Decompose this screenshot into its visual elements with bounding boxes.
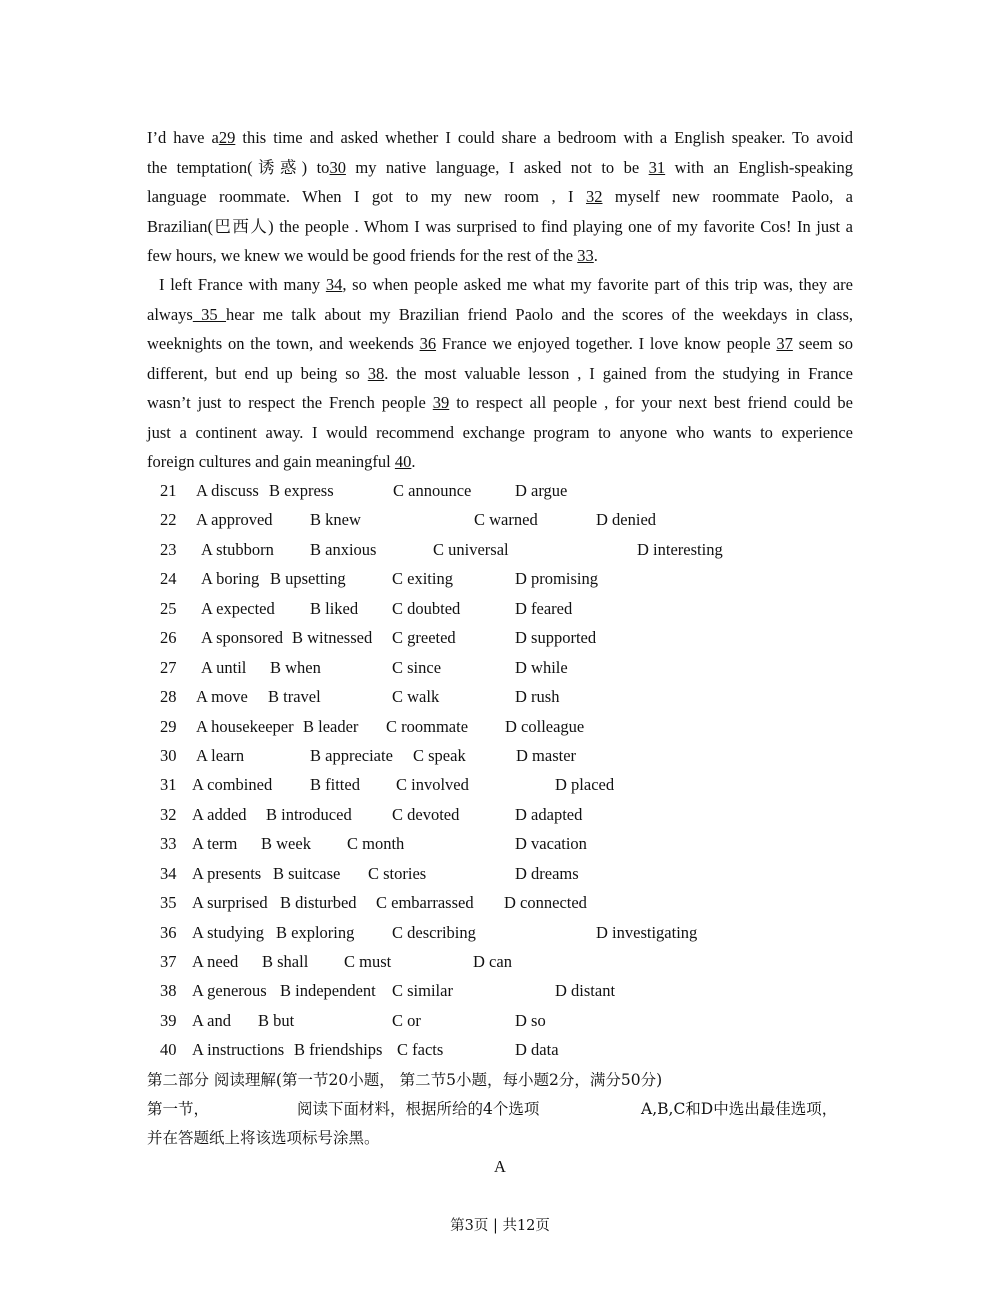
option-a: A sponsored: [201, 628, 284, 648]
option-a: A combined: [192, 775, 273, 795]
question-number: 34: [160, 863, 177, 883]
part2-heading: 第二部分 阅读理解(第一节20小题， 第二节5小题，每小题2分，满分50分): [147, 1071, 663, 1089]
question-number: 25: [160, 598, 177, 618]
option-d: D data: [515, 1040, 559, 1060]
option-d: D investigating: [596, 922, 698, 942]
option-c: C involved: [396, 775, 469, 795]
option-a: A stubborn: [201, 539, 274, 559]
option-a: A need: [192, 952, 239, 971]
option-b: B liked: [310, 598, 359, 618]
part2-intro-label: 第一节，: [147, 1100, 210, 1118]
option-c: C announce: [393, 481, 472, 500]
passage-paragraph-1: [147, 123, 853, 271]
option-b: B express: [269, 481, 334, 500]
passage-line: foreign cultures and gain meaningful 40.: [147, 452, 416, 471]
option-c: C or: [392, 1010, 421, 1030]
question-number: 28: [160, 687, 177, 707]
option-a: A studying: [192, 922, 264, 942]
option-d: D placed: [555, 775, 615, 795]
option-d: D promising: [515, 569, 598, 589]
option-b: B witnessed: [292, 628, 373, 648]
passage-line: few hours, we knew we would be good friends for the rest of the 33.: [147, 246, 598, 265]
option-d: D so: [515, 1010, 546, 1030]
option-b: B fitted: [310, 775, 360, 795]
option-c: C universal: [433, 539, 509, 559]
option-d: D interesting: [637, 539, 723, 559]
option-b: B upsetting: [270, 569, 346, 589]
option-b: B travel: [268, 687, 321, 707]
blank-33: 33: [577, 246, 594, 265]
option-b: B exploring: [276, 922, 355, 942]
option-d: D distant: [555, 981, 616, 1001]
option-c: C greeted: [392, 628, 456, 648]
option-c: C exiting: [392, 569, 453, 589]
question-number: 27: [160, 657, 177, 677]
option-a: A housekeeper: [196, 716, 294, 736]
question-number: 35: [160, 893, 177, 913]
page-footer: 第3页 | 共12页: [450, 1218, 550, 1234]
blank-39: 39: [432, 393, 450, 412]
option-d: D feared: [515, 598, 573, 618]
option-b: B friendships: [294, 1040, 383, 1060]
option-d: D adapted: [515, 804, 583, 824]
option-b: B anxious: [310, 539, 377, 559]
option-d: D dreams: [515, 863, 579, 883]
option-a: A move: [196, 687, 248, 707]
option-c: C embarrassed: [376, 893, 474, 913]
question-number: 23: [160, 539, 177, 559]
question-number: 39: [160, 1010, 177, 1030]
option-b: B introduced: [266, 804, 352, 824]
option-c: C speak: [413, 745, 466, 765]
option-c: C month: [347, 834, 405, 854]
option-d: D vacation: [515, 834, 587, 854]
option-a: A term: [192, 834, 238, 854]
option-a: A presents: [192, 863, 262, 883]
option-b: B disturbed: [280, 893, 357, 913]
blank-40: 40: [394, 452, 412, 471]
part2-intro-instruction: 并在答题纸上将该选项标号涂黑。: [147, 1129, 380, 1147]
question-number: 38: [160, 981, 177, 1001]
part2-intro-options: A,B,C和D中选出最佳选项，: [641, 1100, 838, 1118]
blank-29: 29: [218, 128, 236, 147]
part2-intro-text: 阅读下面材料，根据所给的4个选项: [297, 1100, 540, 1118]
blank-34: 34: [325, 275, 343, 294]
option-a: A discuss: [196, 481, 259, 500]
blank-37: 37: [776, 334, 793, 353]
option-c: C must: [344, 952, 392, 971]
option-a: A learn: [196, 745, 245, 765]
passage-line: the temptation(诱惑) to30 my native language, I asked not to be 31 with an English-speaking: [147, 157, 853, 177]
question-number: 30: [160, 745, 177, 765]
question-number: 31: [160, 775, 177, 795]
question-number: 26: [160, 628, 177, 648]
question-number: 33: [160, 834, 177, 854]
passage-line: I’d have a29 this time and asked whether I could share a bedroom with a English speaker. To avoid: [147, 128, 853, 147]
option-a: A boring: [201, 569, 260, 589]
passage-line: always 35 hear me talk about my Brazilian friend Paolo and the scores of the weekdays in class,: [147, 304, 853, 324]
passage-line: different, but end up being so 38. the most valuable lesson , I gained from the studying in France: [147, 363, 853, 383]
option-c: C roommate: [386, 716, 469, 736]
question-number: 32: [160, 804, 177, 824]
option-b: B week: [261, 834, 311, 854]
option-a: A instructions: [192, 1040, 285, 1060]
blank-38: 38: [367, 363, 385, 383]
option-b: B shall: [262, 952, 309, 971]
option-b: B independent: [280, 981, 376, 1001]
blank-32: 32: [585, 187, 603, 206]
option-c: C since: [392, 657, 442, 677]
option-d: D supported: [515, 628, 597, 648]
passage-line: language roommate. When I got to my new room , I 32 myself new roommate Paolo, a: [147, 187, 853, 206]
option-b: B leader: [303, 716, 359, 736]
option-a: A added: [192, 804, 247, 824]
option-c: C similar: [392, 981, 453, 1001]
option-d: D master: [516, 745, 577, 765]
passage-line: just a continent away. I would recommend exchange program to anyone who wants to experience: [147, 422, 853, 442]
option-d: D while: [515, 657, 568, 677]
option-c: C walk: [392, 687, 440, 707]
question-number: 22: [160, 510, 177, 530]
option-a: A surprised: [192, 893, 268, 913]
option-b: B but: [258, 1010, 295, 1030]
option-c: C describing: [392, 922, 476, 942]
question-number: 29: [160, 716, 177, 736]
option-d: D colleague: [505, 716, 585, 736]
option-b: B appreciate: [310, 745, 393, 765]
question-number: 37: [160, 952, 177, 971]
option-c: C stories: [368, 863, 427, 883]
option-a: A and: [192, 1010, 231, 1030]
option-b: B suitcase: [273, 863, 341, 883]
option-c: C warned: [474, 510, 538, 530]
option-c: C devoted: [392, 804, 460, 824]
option-c: C facts: [397, 1040, 444, 1060]
option-b: B when: [270, 657, 321, 677]
passage-paragraph-2: [147, 270, 853, 477]
blank-30: 30: [329, 157, 346, 177]
option-d: D denied: [596, 510, 657, 530]
option-a: A until: [201, 657, 247, 677]
question-number: 21: [160, 481, 177, 500]
option-d: D can: [473, 952, 512, 971]
option-c: C doubted: [392, 598, 461, 618]
blank-31: 31: [648, 157, 666, 177]
option-b: B knew: [310, 510, 361, 530]
blank-35: 35: [192, 304, 227, 324]
passage-line: I left France with many 34, so when people asked me what my favorite part of this trip was, they are: [159, 275, 853, 294]
option-d: D rush: [515, 687, 560, 707]
question-number: 24: [160, 569, 177, 589]
passage-line: Brazilian(巴西人) the people . Whom I was surprised to find playing one of my favorite Cos! In just a: [147, 216, 853, 236]
passage-line: weeknights on the town, and weekends 36 France we enjoyed together. I love know people 37 seem so: [147, 334, 854, 353]
section-label: A: [494, 1157, 506, 1176]
option-d: D connected: [504, 893, 587, 913]
option-a: A approved: [196, 510, 273, 530]
blank-36: 36: [419, 334, 437, 353]
option-d: D argue: [515, 481, 568, 500]
option-a: A expected: [201, 598, 275, 618]
option-a: A generous: [192, 981, 267, 1001]
passage-line: wasn’t just to respect the French people 39 to respect all people , for your next best friend could be: [147, 393, 853, 412]
question-number: 40: [160, 1040, 177, 1060]
question-number: 36: [160, 922, 177, 942]
